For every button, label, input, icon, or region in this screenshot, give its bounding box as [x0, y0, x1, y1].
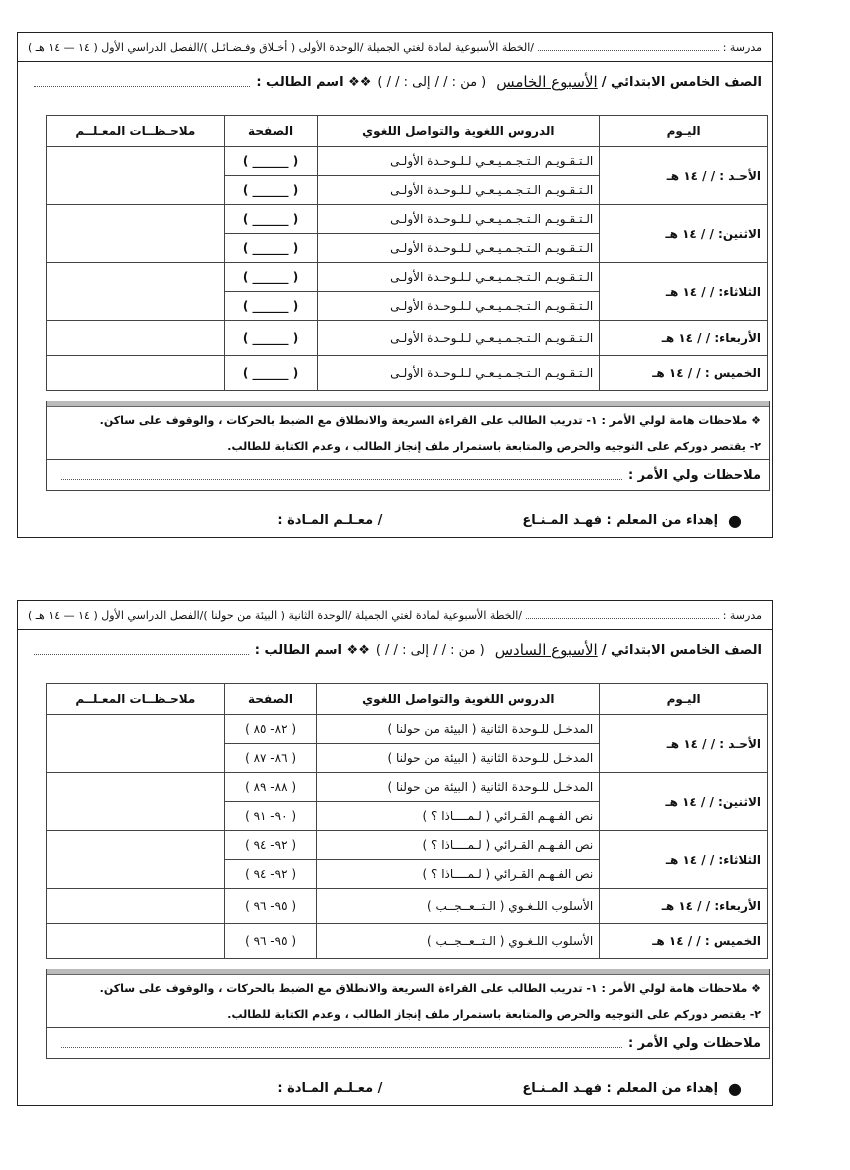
lesson-cell: الـتـقـويـم الـتـجـمـيـعـي لـلـوحـدة الأولـى: [317, 356, 600, 391]
student-name-label: ❖❖ اسم الطالب :: [254, 642, 370, 658]
lesson-cell: المدخـل للـوحدة الثانية ( البيئة من حولنا ): [317, 773, 600, 802]
page-cell: ( ______ ): [224, 205, 317, 234]
day-cell: الأحـد : / / ١٤ هـ: [600, 147, 768, 205]
parent-remarks-row: [47, 459, 769, 490]
weekly-plan-2: [17, 600, 773, 1106]
bullet-icon: ●: [728, 1078, 742, 1098]
col-lessons: الدروس اللغوية والتواصل اللغوي: [317, 116, 600, 147]
parent-remarks-line: [61, 471, 622, 480]
col-day: اليـوم: [600, 116, 768, 147]
dedication-label: إهداء من المعلم : فهـد المـنـاع: [522, 512, 719, 528]
lesson-cell: نص الفـهـم القـرائي ( لـمــــاذا ؟ ): [317, 802, 600, 831]
notes-cell: [47, 263, 225, 321]
lesson-cell: المدخـل للـوحدة الثانية ( البيئة من حولنا ): [317, 715, 600, 744]
col-page: الصفحة: [224, 116, 317, 147]
col-day: اليـوم: [600, 684, 768, 715]
day-cell: الأحـد : / / ١٤ هـ: [600, 715, 768, 773]
notes-cell: [47, 321, 225, 356]
page-cell: ( ٩٢- ٩٤ ): [224, 860, 317, 889]
lesson-cell: نص الفـهـم القـرائي ( لـمــــاذا ؟ ): [317, 831, 600, 860]
parent-notes-box: [46, 969, 770, 1059]
semester-label: /الفصل الدراسي الأول ( ١٤ — ١٤ هـ ): [28, 40, 204, 54]
grade-label: الصف الخامس الابتدائي /: [601, 642, 762, 658]
lesson-cell: الـتـقـويـم الـتـجـمـيـعـي لـلـوحـدة الأولـى: [317, 234, 600, 263]
table-row: [47, 773, 768, 802]
weekly-plan-1: [17, 32, 773, 538]
school-label: مدرسة :: [722, 608, 762, 622]
day-cell: الخميس : / / ١٤ هـ: [600, 924, 768, 959]
student-name-line: [34, 78, 250, 87]
plan-header: [18, 601, 772, 630]
notes-cell: [47, 356, 225, 391]
lesson-cell: الـتـقـويـم الـتـجـمـيـعـي لـلـوحـدة الأولـى: [317, 147, 600, 176]
day-cell: الأربعاء: / / ١٤ هـ: [600, 321, 768, 356]
page-cell: ( ٩٥- ٩٦ ): [224, 924, 317, 959]
page-cell: ( ٨٦- ٨٧ ): [224, 744, 317, 773]
col-notes: ملاحـظــات المعـلــم: [47, 116, 225, 147]
page-cell: ( ______ ): [224, 147, 317, 176]
notes-cell: [47, 889, 225, 924]
plan-title: /الخطة الأسبوعية لمادة لغتي الجميلة /: [347, 608, 523, 622]
page-cell: ( ٨٨- ٨٩ ): [224, 773, 317, 802]
notes-cell: [47, 924, 225, 959]
parent-note-1: ❖ ملاحظات هامة لولي الأمر : ١- تدريب الطالب على القراءة السريعة والانطلاق مع الضبط بالحركات ، والوقوف على ساكن.: [99, 981, 761, 995]
dedication-label: إهداء من المعلم : فهـد المـنـاع: [522, 1080, 719, 1096]
lesson-cell: الـتـقـويـم الـتـجـمـيـعـي لـلـوحـدة الأولـى: [317, 176, 600, 205]
parent-remarks-line: [61, 1039, 622, 1048]
page-cell: ( ______ ): [224, 356, 317, 391]
week-label: الأسبوع الخامس: [496, 73, 598, 91]
table-row: [47, 715, 768, 744]
page-cell: ( ٩٥- ٩٦ ): [224, 889, 317, 924]
lessons-table: [46, 683, 768, 959]
page-cell: ( ٨٢- ٨٥ ): [224, 715, 317, 744]
parent-remarks-label: ملاحظات ولي الأمر :: [627, 467, 761, 483]
semester-label: /الفصل الدراسي الأول ( ١٤ — ١٤ هـ ): [28, 608, 204, 622]
lesson-cell: الـتـقـويـم الـتـجـمـيـعـي لـلـوحـدة الأولـى: [317, 205, 600, 234]
student-name-line: [34, 646, 249, 655]
notes-cell: [47, 773, 225, 831]
table-row: [47, 321, 768, 356]
page-cell: ( ______ ): [224, 292, 317, 321]
parent-remarks-label: ملاحظات ولي الأمر :: [627, 1035, 761, 1051]
day-cell: الاثنين: / / ١٤ هـ: [600, 773, 768, 831]
table-row: [47, 263, 768, 292]
notes-cell: [47, 147, 225, 205]
table-row: [47, 356, 768, 391]
page-cell: ( ______ ): [224, 234, 317, 263]
plan-subheader: [18, 630, 772, 670]
table-row: [47, 147, 768, 176]
page-cell: ( ______ ): [224, 176, 317, 205]
plan-footer: [18, 1073, 772, 1103]
school-label: مدرسة :: [722, 40, 762, 54]
subject-teacher-label: / معـلـم المـادة :: [277, 1080, 383, 1096]
parent-note-1: ❖ ملاحظات هامة لولي الأمر : ١- تدريب الطالب على القراءة السريعة والانطلاق مع الضبط بالحركات ، والوقوف على ساكن.: [99, 413, 761, 427]
lesson-cell: الـتـقـويـم الـتـجـمـيـعـي لـلـوحـدة الأولـى: [317, 321, 600, 356]
col-lessons: الدروس اللغوية والتواصل اللغوي: [317, 684, 600, 715]
page-cell: ( ٩٠- ٩١ ): [224, 802, 317, 831]
notes-cell: [47, 715, 225, 773]
week-label: الأسبوع السادس: [494, 641, 598, 659]
page-cell: ( ______ ): [224, 321, 317, 356]
lesson-cell: الأسلوب اللـغـوي ( الـتــعــجــب ): [317, 924, 600, 959]
unit-title: الوحدة الثانية ( البيئة من حولنا ): [203, 608, 348, 622]
col-notes: ملاحـظــات المعـلــم: [47, 684, 225, 715]
lesson-cell: الـتـقـويـم الـتـجـمـيـعـي لـلـوحـدة الأولـى: [317, 263, 600, 292]
page-cell: ( ٩٢- ٩٤ ): [224, 831, 317, 860]
lesson-cell: المدخـل للـوحدة الثانية ( البيئة من حولنا ): [317, 744, 600, 773]
lesson-cell: الـتـقـويـم الـتـجـمـيـعـي لـلـوحـدة الأولـى: [317, 292, 600, 321]
table-row: [47, 205, 768, 234]
plan-footer: [18, 505, 772, 535]
school-fill-line: [538, 44, 719, 51]
day-cell: الثلاثاء: / / ١٤ هـ: [600, 831, 768, 889]
col-page: الصفحة: [224, 684, 317, 715]
parent-note-2: ٢- يقتصر دوركم على التوجيه والحرص والمتابعة باستمرار ملف إنجاز الطالب ، وعدم الكتابة للطالب.: [227, 439, 761, 453]
student-name-label: ❖❖ اسم الطالب :: [256, 74, 372, 90]
page-cell: ( ______ ): [224, 263, 317, 292]
day-cell: الاثنين: / / ١٤ هـ: [600, 205, 768, 263]
day-cell: الأربعاء: / / ١٤ هـ: [600, 889, 768, 924]
day-cell: الخميس : / / ١٤ هـ: [600, 356, 768, 391]
table-row: [47, 924, 768, 959]
school-fill-line: [526, 612, 719, 619]
parent-note-2: ٢- يقتصر دوركم على التوجيه والحرص والمتابعة باستمرار ملف إنجاز الطالب ، وعدم الكتابة للطالب.: [227, 1007, 761, 1021]
notes-cell: [47, 831, 225, 889]
lesson-cell: نص الفـهـم القـرائي ( لـمــــاذا ؟ ): [317, 860, 600, 889]
lessons-table: [46, 115, 768, 391]
plan-subheader: [18, 62, 772, 102]
table-row: [47, 831, 768, 860]
plan-title: /الخطة الأسبوعية لمادة لغتي الجميلة /: [359, 40, 534, 54]
date-range: ( من : / / إلى : / / ): [375, 642, 485, 658]
table-row: [47, 889, 768, 924]
day-cell: الثلاثاء: / / ١٤ هـ: [600, 263, 768, 321]
parent-notes-box: [46, 401, 770, 491]
bullet-icon: ●: [728, 510, 742, 530]
lesson-cell: الأسلوب اللـغـوي ( الـتــعــجــب ): [317, 889, 600, 924]
grade-label: الصف الخامس الابتدائي /: [601, 74, 762, 90]
plan-header: [18, 33, 772, 62]
unit-title: الوحدة الأولى ( أخـلاق وفـضـائـل ): [203, 40, 360, 54]
subject-teacher-label: / معـلـم المـادة :: [277, 512, 383, 528]
notes-cell: [47, 205, 225, 263]
date-range: ( من : / / إلى : / / ): [377, 74, 487, 90]
parent-remarks-row: [47, 1027, 769, 1058]
